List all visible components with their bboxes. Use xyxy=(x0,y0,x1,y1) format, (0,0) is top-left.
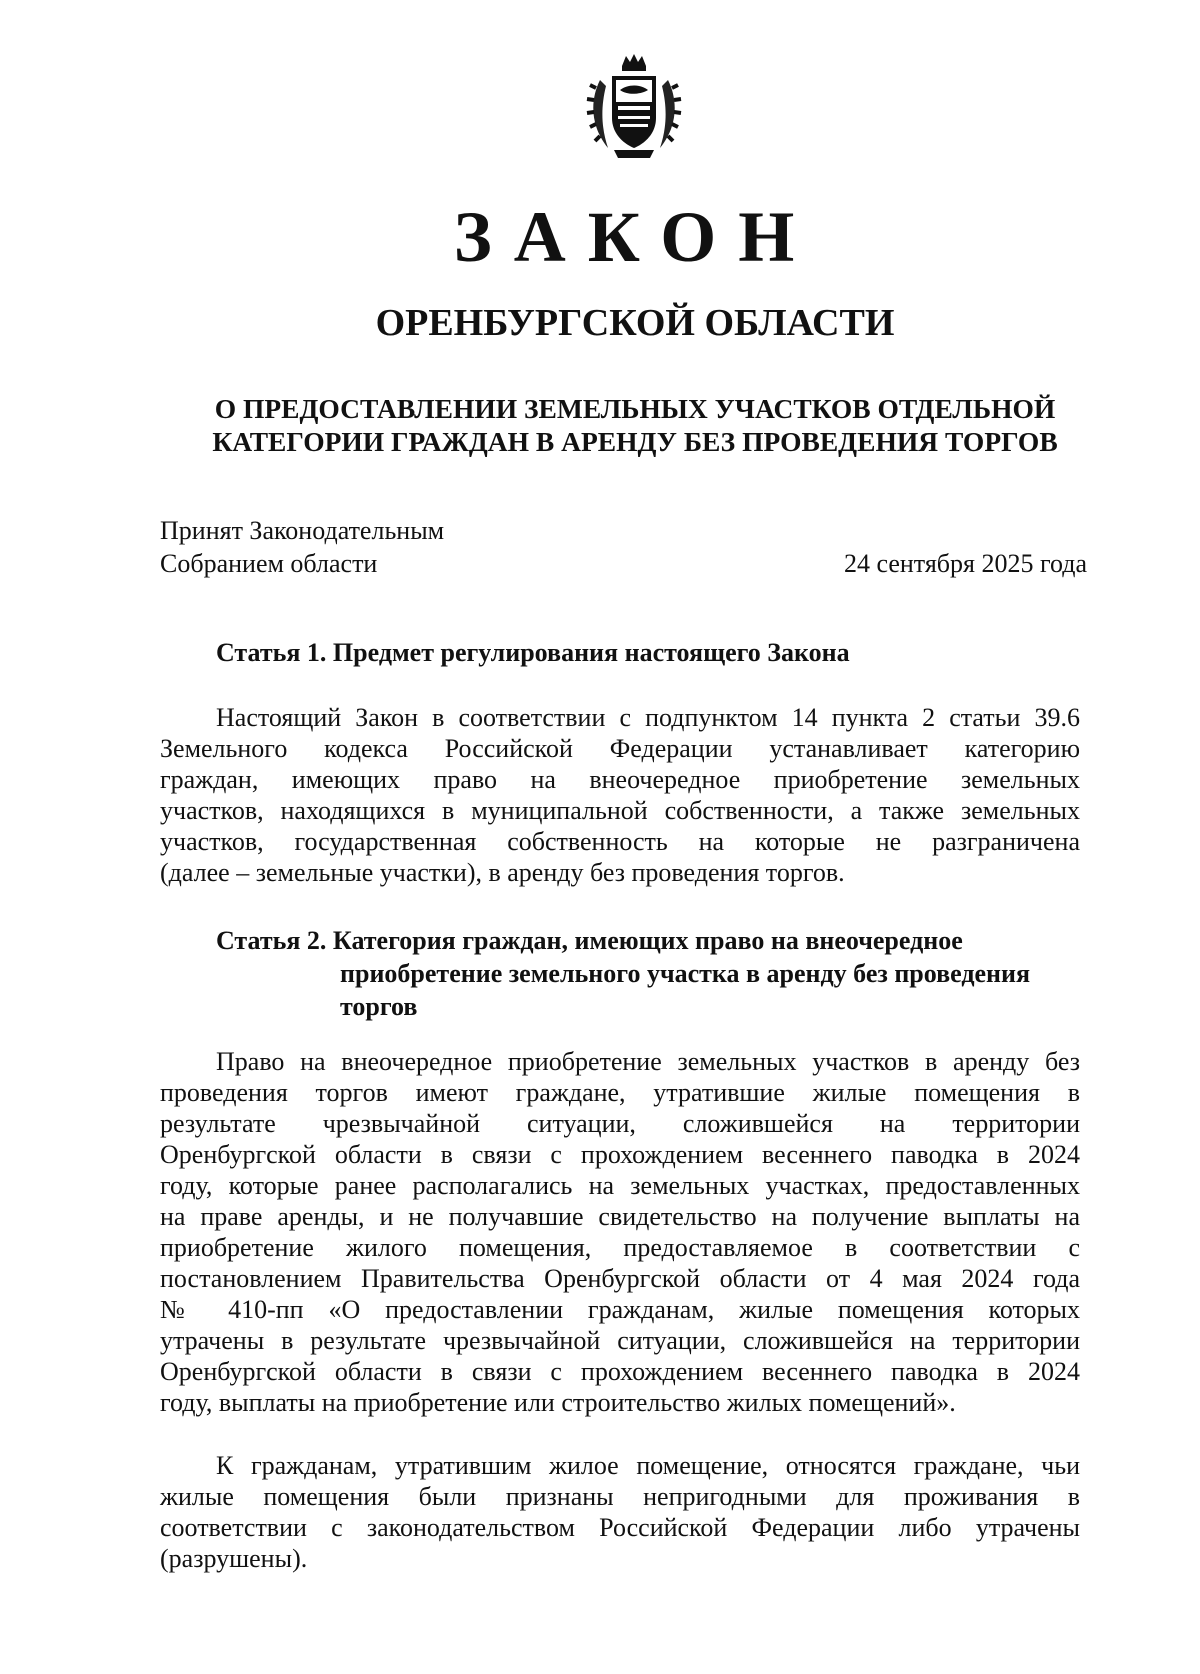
paragraph-line: № 410-пп «О предоставлении гражданам, жилые помещения которых xyxy=(160,1295,1080,1324)
adoption-note xyxy=(160,514,444,580)
article-2-heading xyxy=(216,924,1116,1034)
article-2-paragraph-2 xyxy=(160,1450,1080,1574)
paragraph-line: граждан, имеющих право на внеочередное приобретение земельных xyxy=(160,765,1080,794)
paragraph-line: проведения торгов имеют граждане, утратившие жилые помещения в xyxy=(160,1078,1080,1107)
article-1-paragraph xyxy=(160,702,1080,888)
adoption-line: Собранием области xyxy=(160,549,378,578)
coat-of-arms-icon xyxy=(584,52,684,162)
region-title: ОРЕНБУРГСКОЙ ОБЛАСТИ xyxy=(375,302,895,344)
paragraph-line: Право на внеочередное приобретение земельных участков в аренду без xyxy=(216,1047,1080,1076)
paragraph-line: году, выплаты на приобретение или строительство жилых помещений». xyxy=(160,1388,956,1417)
law-title: ЗАКОН xyxy=(453,197,817,277)
article-2-paragraph-1 xyxy=(160,1046,1080,1418)
paragraph-line: Настоящий Закон в соответствии с подпунктом 14 пункта 2 статьи 39.6 xyxy=(216,703,1080,732)
paragraph-line: утрачены в результате чрезвычайной ситуации, сложившейся на территории xyxy=(160,1326,1080,1355)
paragraph-line: (далее – земельные участки), в аренду без проведения торгов. xyxy=(160,858,845,887)
paragraph-line: (разрушены). xyxy=(160,1544,308,1573)
paragraph-line: приобретение жилого помещения, предоставляемое в соответствии с xyxy=(160,1233,1080,1262)
paragraph-line: на праве аренды, и не получавшие свидетельство на получение выплаты на xyxy=(160,1202,1080,1231)
law-subject xyxy=(120,392,1150,458)
paragraph-line: соответствии с законодательством Российской Федерации либо утрачены xyxy=(160,1513,1080,1542)
paragraph-line: К гражданам, утратившим жилое помещение, относятся граждане, чьи xyxy=(216,1451,1080,1480)
paragraph-line: постановлением Правительства Оренбургской области от 4 мая 2024 года xyxy=(160,1264,1080,1293)
law-subject-line: КАТЕГОРИИ ГРАЖДАН В АРЕНДУ БЕЗ ПРОВЕДЕНИЯ ТОРГОВ xyxy=(212,426,1058,457)
article-2-heading-line: Статья 2. Категория граждан, имеющих право на внеочередное xyxy=(216,926,963,955)
article-2-heading-line: приобретение земельного участка в аренду без проведения xyxy=(340,959,1031,988)
law-subject-line: О ПРЕДОСТАВЛЕНИИ ЗЕМЕЛЬНЫХ УЧАСТКОВ ОТДЕЛЬНОЙ xyxy=(214,393,1056,424)
paragraph-line: Земельного кодекса Российской Федерации устанавливает категорию xyxy=(160,734,1080,763)
paragraph-line: Оренбургской области в связи с прохождением весеннего паводка в 2024 xyxy=(160,1140,1080,1169)
adoption-line: Принят Законодательным xyxy=(160,516,445,545)
paragraph-line: году, которые ранее располагались на земельных участках, предоставленных xyxy=(160,1171,1080,1200)
paragraph-line: результате чрезвычайной ситуации, сложившейся на территории xyxy=(160,1109,1080,1138)
paragraph-line: жилые помещения были признаны непригодными для проживания в xyxy=(160,1482,1080,1511)
adoption-date: 24 сентября 2025 года xyxy=(843,549,1087,578)
article-1-heading-text: Статья 1. Предмет регулирования настоящего Закона xyxy=(216,638,850,667)
paragraph-line: участков, государственная собственность на которые не разграничена xyxy=(160,827,1080,856)
paragraph-line: Оренбургской области в связи с прохождением весеннего паводка в 2024 xyxy=(160,1357,1080,1386)
article-2-heading-line: торгов xyxy=(340,992,418,1021)
paragraph-line: участков, находящихся в муниципальной собственности, а также земельных xyxy=(160,796,1080,825)
